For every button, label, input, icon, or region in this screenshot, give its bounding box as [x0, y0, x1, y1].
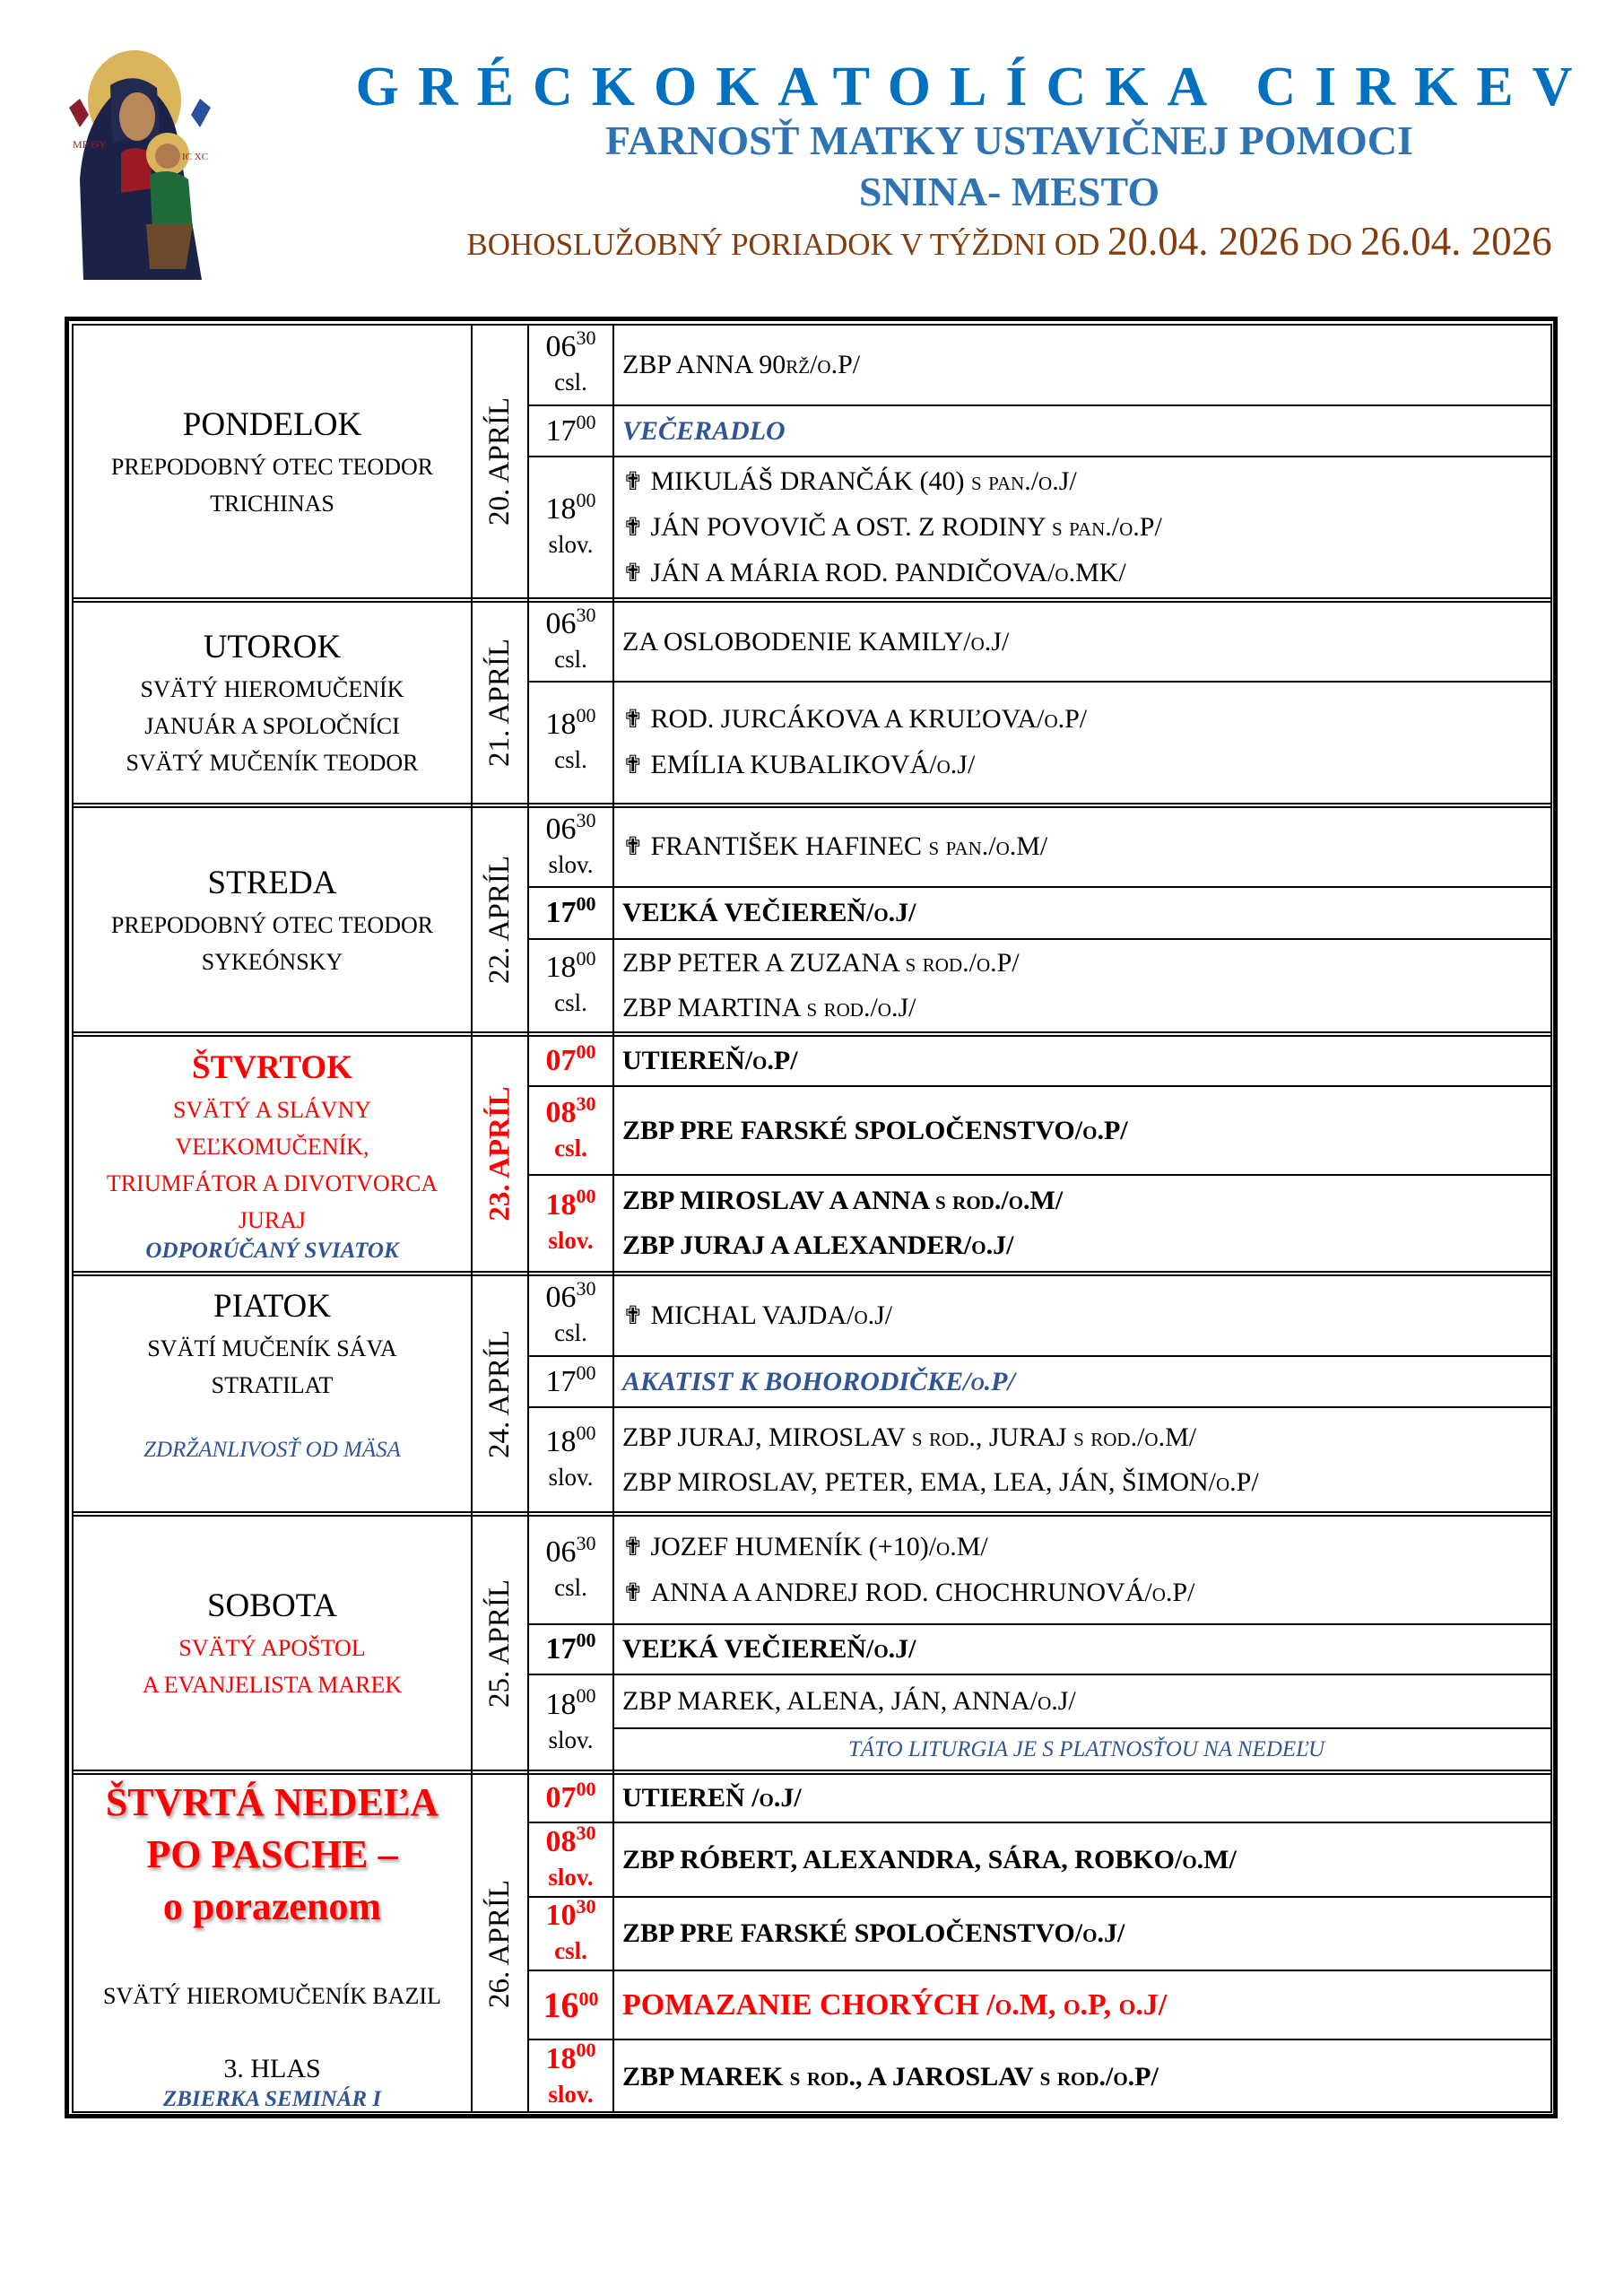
icon-image: [67, 45, 213, 280]
intention: ✟ JÁN A MÁRIA ROD. PANDIČOVA/o.MK/: [622, 557, 1126, 587]
date-label: 21. APRÍL: [483, 638, 517, 768]
intention: ZBP JURAJ, MIROSLAV s rod., JURAJ s rod./o.M/: [622, 1422, 1197, 1452]
service-time: [528, 1675, 613, 1770]
intention: ZBP MAREK, ALENA, JÁN, ANNA/o.J/: [622, 1686, 1076, 1716]
feast-note: ODPORÚČANÝ SVIATOK: [145, 1238, 399, 1263]
liturgy-language: csl.: [554, 369, 587, 396]
service-time: [528, 1895, 613, 1970]
date-cell: [473, 326, 528, 597]
time-value: $17^{00}$: [545, 1361, 596, 1398]
saint-line: JANUÁR A SPOLOČNÍCI: [144, 713, 400, 739]
intention: ZBP JURAJ A ALEXANDER/o.J/: [622, 1231, 1014, 1260]
church-title: GRÉCKOKATOLÍCKA CIRKEV: [355, 57, 1592, 117]
intention-cell: [615, 888, 1550, 938]
time-value: $18^{00}$: [545, 1185, 596, 1222]
time-value: $06^{30}$: [545, 1277, 596, 1314]
cross-icon: ✟: [622, 467, 644, 496]
liturgy-language: slov.: [548, 1726, 594, 1753]
saint-line: SVÄTÍ MUČENÍK SÁVA: [147, 1335, 397, 1361]
cross-icon: ✟: [622, 1578, 644, 1607]
intention-cell: [615, 1775, 1550, 1822]
date-from: 20.04. 2026: [1107, 219, 1299, 264]
time-value: $17^{00}$: [545, 1629, 596, 1665]
time-value: $07^{00}$: [545, 1778, 596, 1814]
intention-cell: [615, 1357, 1550, 1406]
time-value: $18^{00}$: [545, 2038, 596, 2075]
svg-text:МР ѲΥ: МР ѲΥ: [73, 138, 107, 151]
town-name: SNINA- MESTO: [858, 169, 1160, 214]
liturgy-language: slov.: [548, 850, 594, 878]
service-time: [528, 1625, 613, 1674]
day-name: UTOROK: [203, 629, 342, 665]
cross-icon: ✟: [622, 1301, 644, 1330]
date-cell: [473, 1775, 528, 2113]
date-cell: [473, 603, 528, 803]
liturgy-language: csl.: [554, 1573, 587, 1601]
liturgy-language: csl.: [554, 645, 587, 673]
day-cell-wednesday: [74, 808, 471, 1031]
saint-line: SVÄTÝ HIEROMUČENÍK: [140, 676, 404, 702]
intention: ZBP PRE FARSKÉ SPOLOČENSTVO/o.P/: [622, 1115, 1128, 1145]
intention: VEĽKÁ VEČIEREŇ/o.J/: [622, 1634, 916, 1664]
service-time: [528, 406, 613, 456]
saint-line: SYKEÓNSKY: [201, 948, 343, 975]
intention: ✟ ANNA A ANDREJ ROD. CHOCHRUNOVÁ/o.P/: [622, 1577, 1195, 1607]
intention-cell: [615, 1898, 1550, 1970]
intention: ✟ JÁN POVOVIČ A OST. Z RODINY s pan./o.P/: [622, 511, 1162, 542]
service-time: [528, 888, 613, 938]
service-time: [528, 326, 613, 404]
intention-cell: [615, 1176, 1550, 1271]
day-cell-monday: [74, 326, 471, 597]
parish-name: FARNOSŤ MATKY USTAVIČNEJ POMOCI: [605, 117, 1413, 163]
liturgy-language: csl.: [554, 1134, 587, 1161]
intention-cell: [615, 1276, 1550, 1355]
date-label: 23. APRÍL: [483, 1086, 517, 1222]
day-name: SOBOTA: [206, 1587, 338, 1624]
collection-note: ZBIERKA SEMINÁR I: [162, 2087, 382, 2111]
intention-cell: [615, 683, 1550, 803]
date-cell: [473, 1517, 528, 1770]
date-cell: [473, 808, 528, 1031]
intention: ✟ MIKULÁŠ DRANČÁK (40) s pan./o.J/: [622, 465, 1077, 496]
service-time: [528, 1037, 613, 1085]
service-time: [528, 1087, 613, 1174]
time-value: $18^{00}$: [545, 489, 596, 526]
time-value: $06^{30}$: [545, 1531, 596, 1569]
intention-cell: [615, 1087, 1550, 1174]
date-label: 25. APRÍL: [483, 1578, 517, 1708]
time-value: $06^{30}$: [545, 603, 596, 640]
fasting-note: ZDRŽANLIVOSŤ OD MÄSA: [143, 1438, 401, 1462]
saint-line: PREPODOBNÝ OTEC TEODOR: [110, 453, 434, 480]
liturgy-language: csl.: [554, 746, 587, 773]
cross-icon: ✟: [622, 752, 644, 779]
intention: ✟ ROD. JURCÁKOVA A KRUĽOVA/o.P/: [622, 704, 1088, 734]
service-time: [528, 2040, 613, 2113]
service-time: [528, 1357, 613, 1406]
intention: ZBP MIROSLAV A ANNA s rod./o.M/: [622, 1186, 1064, 1215]
service-time: [528, 1176, 613, 1271]
schedule-heading-mid: DO: [1298, 227, 1360, 262]
intention-cell: [615, 808, 1550, 886]
day-name: PO PASCHE –: [146, 1832, 398, 1876]
time-value: $08^{30}$: [545, 1821, 596, 1858]
liturgy-validity-note: TÁTO LITURGIA JE S PLATNOSŤOU NA NEDEĽU: [847, 1736, 1325, 1761]
intention: ZBP ANNA 90rž/o.P/: [622, 350, 861, 379]
intention-cell: [615, 1037, 1550, 1085]
date-to: 26.04. 2026: [1359, 219, 1552, 264]
time-value: $16^{00}$: [543, 1984, 599, 2025]
day-name: ŠTVRTÁ NEDEĽA: [105, 1780, 439, 1824]
saint-line: SVÄTÝ MUČENÍK TEODOR: [126, 750, 419, 776]
saint-line: PREPODOBNÝ OTEC TEODOR: [110, 911, 434, 938]
mother-of-perpetual-help-icon: [67, 45, 213, 280]
intention: VEĽKÁ VEČIEREŇ/o.J/: [622, 898, 916, 927]
liturgy-language: slov.: [548, 1227, 594, 1254]
date-cell: [473, 1276, 528, 1511]
time-value: $06^{30}$: [545, 808, 596, 846]
day-name: ŠTVRTOK: [192, 1048, 352, 1086]
intention: ZBP PRE FARSKÉ SPOLOČENSTVO/o.J/: [622, 1918, 1125, 1948]
liturgical-voice: 3. HLAS: [223, 2054, 321, 2083]
intention-cell: [615, 1675, 1550, 1727]
date-cell: [473, 1037, 528, 1271]
intention: ZBP MAREK s rod., A JAROSLAV s rod./o.P/: [622, 2061, 1159, 2092]
saint-line: SVÄTÝ HIEROMUČENÍK BAZIL: [103, 1983, 441, 2009]
day-cell-friday: [74, 1276, 471, 1511]
service-time: [528, 1517, 613, 1623]
saint-line: SVÄTÝ A SLÁVNY: [172, 1096, 372, 1123]
liturgy-language: slov.: [548, 2080, 594, 2108]
day-cell-saturday: [74, 1517, 471, 1770]
service-time: [528, 1971, 613, 2039]
liturgy-language: slov.: [548, 1463, 594, 1491]
time-value: $18^{00}$: [545, 704, 596, 741]
service-time: [528, 940, 613, 1031]
service-time: [528, 457, 613, 597]
time-value: $10^{30}$: [545, 1895, 596, 1932]
intention: ZBP PETER A ZUZANA s rod./o.P/: [622, 948, 1020, 978]
cross-icon: ✟: [622, 559, 644, 587]
time-value: $18^{00}$: [545, 947, 596, 984]
cross-icon: ✟: [622, 513, 644, 542]
intention-cell: [615, 1971, 1550, 2039]
intention: ✟ FRANTIŠEK HAFINEC s pan./o.M/: [622, 831, 1048, 861]
day-cell-tuesday: [74, 603, 471, 803]
intention-cell: [615, 1625, 1550, 1674]
service-time: [528, 1408, 613, 1511]
time-value: $17^{00}$: [545, 892, 596, 929]
liturgy-language: csl.: [554, 1937, 587, 1964]
intention-cell: [615, 406, 1550, 456]
day-name: PIATOK: [213, 1288, 331, 1325]
cross-icon: ✟: [622, 1533, 644, 1561]
intention: VEČERADLO: [622, 415, 786, 446]
saint-line: TRIUMFÁTOR A DIVOTVORCA: [106, 1170, 439, 1196]
intention: ZA OSLOBODENIE KAMILY/o.J/: [622, 626, 1010, 657]
liturgy-language: csl.: [554, 989, 587, 1016]
saint-line: TRICHINAS: [210, 490, 334, 517]
intention-cell: [615, 1517, 1550, 1623]
liturgy-validity-note-cell: [615, 1729, 1550, 1770]
time-value: $17^{00}$: [545, 410, 596, 448]
service-time: [528, 808, 613, 886]
day-cell-thursday: [74, 1037, 471, 1271]
schedule-heading-prefix: BOHOSLUŽOBNÝ PORIADOK V TÝŽDNI OD: [466, 227, 1108, 262]
intention: AKATIST K BOHORODIČKE/o.P/: [622, 1366, 1015, 1396]
time-value: $18^{00}$: [545, 1421, 596, 1458]
time-value: $08^{30}$: [545, 1091, 596, 1129]
date-label: 26. APRÍL: [483, 1879, 517, 2009]
date-label: 24. APRÍL: [483, 1329, 517, 1458]
liturgy-language: slov.: [548, 1863, 594, 1891]
date-label: 22. APRÍL: [483, 855, 517, 985]
intention: UTIEREŇ /o.J/: [622, 1783, 802, 1813]
intention: ✟ JOZEF HUMENÍK (+10)/o.M/: [622, 1531, 988, 1561]
day-name: PONDELOK: [182, 405, 362, 443]
day-name: STREDA: [207, 864, 337, 901]
intention: ✟ MICHAL VAJDA/o.J/: [622, 1300, 893, 1330]
liturgy-language: csl.: [554, 1319, 587, 1346]
saint-line: JURAJ: [238, 1206, 307, 1233]
intention: POMAZANIE CHORÝCH /o.M, o.P, o.J/: [622, 1987, 1168, 2022]
day-cell-sunday: [74, 1775, 471, 2113]
intention-cell: [615, 1408, 1550, 1511]
time-value: $18^{00}$: [545, 1683, 596, 1721]
intention-cell: [615, 603, 1550, 681]
saint-line: SVÄTÝ APOŠTOL: [178, 1635, 366, 1661]
intention-cell: [615, 1823, 1550, 1896]
saint-line: STRATILAT: [211, 1372, 334, 1398]
cross-icon: ✟: [622, 706, 644, 734]
intention: ZBP RÓBERT, ALEXANDRA, SÁRA, ROBKO/o.M/: [622, 1844, 1237, 1874]
svg-text:IC XC: IC XC: [182, 152, 209, 162]
service-time: [528, 603, 613, 681]
intention-cell: [615, 940, 1550, 1031]
service-time: [528, 1823, 613, 1896]
time-value: $07^{00}$: [545, 1040, 596, 1077]
intention-cell: [615, 2040, 1550, 2113]
intention: ✟ EMÍLIA KUBALIKOVÁ/o.J/: [622, 750, 976, 779]
saint-line: A EVANJELISTA MAREK: [142, 1672, 403, 1698]
day-name: o porazenom: [162, 1884, 382, 1928]
intention: ZBP MARTINA s rod./o.J/: [622, 993, 916, 1022]
intention: UTIEREŇ/o.P/: [622, 1046, 798, 1075]
service-time: [528, 1775, 613, 1822]
service-time: [528, 683, 613, 803]
schedule-heading: [215, 218, 1624, 265]
liturgy-language: slov.: [548, 531, 594, 558]
service-time: [528, 1276, 613, 1355]
saint-line: VEĽKOMUČENÍK,: [175, 1133, 369, 1160]
intention: ZBP MIROSLAV, PETER, EMA, LEA, JÁN, ŠIMON/o.P/: [622, 1466, 1259, 1497]
cross-icon: ✟: [622, 833, 644, 861]
intention-cell: [615, 457, 1550, 597]
intention-cell: [615, 326, 1550, 404]
time-value: $06^{30}$: [545, 326, 596, 363]
date-label: 20. APRÍL: [483, 396, 517, 526]
